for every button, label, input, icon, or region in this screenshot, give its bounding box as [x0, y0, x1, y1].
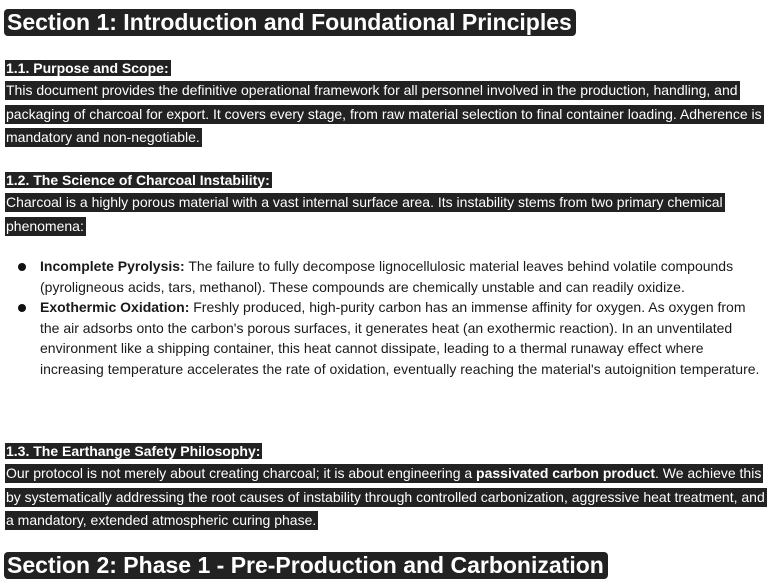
subsection-1-2-heading-text: 1.2. The Science of Charcoal Instability: — [6, 172, 270, 188]
list-item — [0, 256, 760, 297]
bullet-icon — [18, 263, 26, 271]
list-item — [0, 297, 760, 379]
instability-bullet-list — [0, 256, 760, 379]
section-1-title — [4, 7, 576, 37]
subsection-1-1-body-text: This document provides the definitive operational framework for all personnel involved in the production, handling, and packaging of charcoal for export. It covers every stage, from raw material selection to final container loading. Adherence is mandatory and non-negotiable. — [6, 82, 762, 145]
section-2-title-text: Section 2: Phase 1 - Pre-Production and Carbonization — [4, 552, 608, 579]
section-2-title — [4, 550, 608, 580]
subsection-1-1-heading — [5, 59, 171, 77]
subsection-1-3-heading — [5, 442, 262, 460]
bullet-text: The failure to fully decompose lignocellulosic material leaves behind volatile compounds (pyroligneous acids, tars, methanol). These compounds are chemically unstable and can readily oxidize. — [40, 258, 734, 295]
section-1-title-text: Section 1: Introduction and Foundational Principles — [4, 9, 576, 36]
body-post: . We achieve this by systematically addressing the root causes of instability through controlled carbonization, aggressive heat treatment, and a mandatory, extended atmospheric curing phase. — [6, 465, 765, 528]
body-pre: Our protocol is not merely about creating charcoal; it is about engineering a — [6, 465, 477, 481]
subsection-1-1-heading-text: 1.1. Purpose and Scope: — [6, 60, 169, 76]
subsection-1-2-body-text: Charcoal is a highly porous material with a vast internal surface area. Its instability stems from two primary chemical phenomena: — [6, 194, 723, 234]
subsection-1-3-body — [5, 462, 767, 533]
passivated-carbon-emphasis: passivated carbon product — [476, 465, 655, 481]
subsection-1-1-body — [5, 79, 767, 150]
bullet-term: Exothermic Oxidation: — [40, 299, 190, 315]
bullet-icon — [18, 304, 26, 312]
bullet-text: Freshly produced, high-purity carbon has an immense affinity for oxygen. As oxygen from the air adsorbs onto the carbon's porous surfaces, it generates heat (an exothermic reaction). In an unventilated environment like a shipping container, this heat cannot dissipate, leading to a thermal runaway effect where increasing temperature accelerates the rate of oxidation, eventually reaching the material's autoignition temperature. — [40, 299, 760, 377]
subsection-1-2-heading — [5, 171, 272, 189]
subsection-1-3-heading-text: 1.3. The Earthange Safety Philosophy: — [6, 443, 261, 459]
subsection-1-2-body — [5, 191, 767, 238]
subsection-1-3-body-text — [5, 464, 767, 530]
bullet-term: Incomplete Pyrolysis: — [40, 258, 185, 274]
